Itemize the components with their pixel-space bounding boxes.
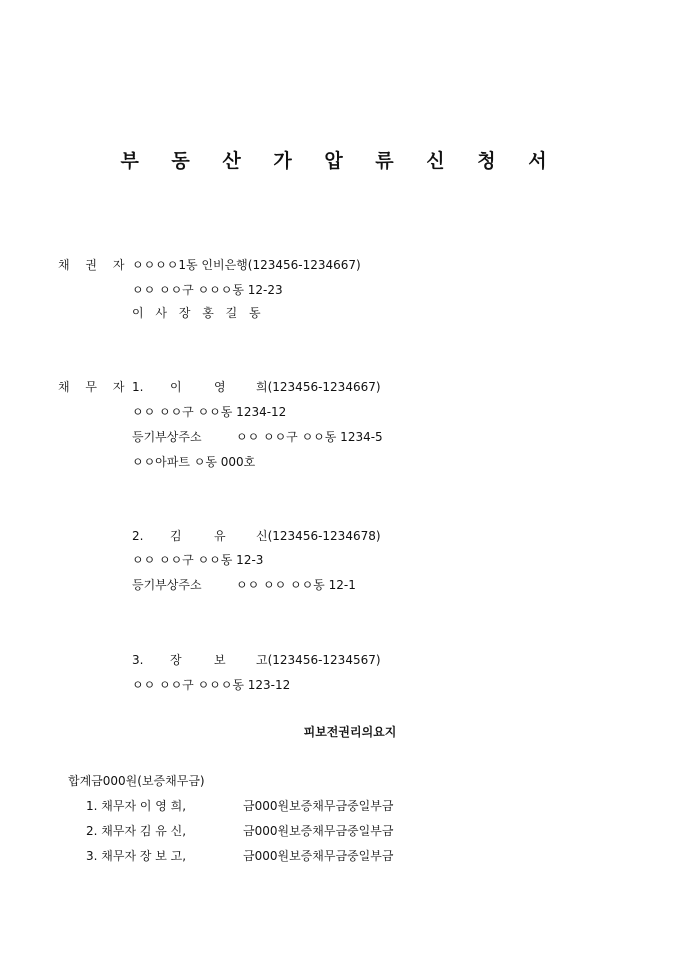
debtor-1-name-1: 이: [170, 380, 182, 394]
debtor-1-registered-address: [132, 430, 383, 444]
debtor-2-registered-address: [132, 578, 356, 592]
debtor-2-name-3: 신(123456-1234678): [256, 529, 381, 543]
claim-item-3-amount: 금000원보증채무금중일부금: [243, 849, 394, 863]
claim-item-1-amount: 금000원보증채무금중일부금: [243, 799, 394, 813]
claim-item-2-amount: 금000원보증채무금중일부금: [243, 824, 394, 838]
debtor-3-name-3: 고(123456-1234567): [256, 653, 381, 667]
debtor-1-apartment: ㅇㅇ아파트 ㅇ동 000호: [132, 455, 256, 469]
debtor-1-name-2: 영: [214, 380, 226, 394]
debtor-label: 채 무 자: [58, 380, 131, 394]
debtor-2-registered-label: 등기부상주소: [132, 578, 202, 592]
creditor-label: 채 권 자: [58, 258, 131, 272]
debtor-1-address: ㅇㅇ ㅇㅇ구 ㅇㅇ동 1234-12: [132, 405, 287, 419]
debtor-2-name-line: [132, 529, 381, 543]
debtor-3-address: ㅇㅇ ㅇㅇ구 ㅇㅇㅇ동 123-12: [132, 678, 291, 692]
debtor-2-address: ㅇㅇ ㅇㅇ구 ㅇㅇ동 12-3: [132, 553, 264, 567]
debtor-1-name-3: 희(123456-1234667): [256, 380, 381, 394]
claim-heading: 피보전권리의요지: [303, 725, 397, 739]
document-title: 부 동 산 가 압 류 신 청 서: [120, 150, 560, 172]
claim-item-1-debtor: 1. 채무자 이 영 희,: [86, 799, 187, 813]
debtor-2-name-1: 김: [170, 529, 182, 543]
debtor-2-number: 2.: [132, 529, 144, 543]
creditor-name-line: ㅇㅇㅇㅇ1동 인비은행(123456-1234667): [132, 258, 361, 272]
debtor-1-registered-value: ㅇㅇ ㅇㅇ구 ㅇㅇ동 1234-5: [236, 430, 383, 444]
claim-item-2-debtor: 2. 채무자 김 유 신,: [86, 824, 187, 838]
debtor-2-registered-value: ㅇㅇ ㅇㅇ ㅇㅇ동 12-1: [236, 578, 356, 592]
claim-item-3: [86, 849, 393, 863]
debtor-1-number: 1.: [132, 380, 144, 394]
debtor-3-name-1: 장: [170, 653, 182, 667]
debtor-1-name-line: [132, 380, 381, 394]
debtor-2-name-2: 유: [214, 529, 226, 543]
debtor-1-registered-label: 등기부상주소: [132, 430, 202, 444]
claim-total: 합계금000원(보증채무금): [68, 774, 205, 788]
creditor-representative: 이 사 장 홍 길 동: [132, 306, 265, 320]
claim-item-2: [86, 824, 393, 838]
debtor-3-number: 3.: [132, 653, 144, 667]
creditor-address: ㅇㅇ ㅇㅇ구 ㅇㅇㅇ동 12-23: [132, 283, 283, 297]
debtor-3-name-2: 보: [214, 653, 226, 667]
claim-item-3-debtor: 3. 채무자 장 보 고,: [86, 849, 187, 863]
claim-item-1: [86, 799, 393, 813]
debtor-3-name-line: [132, 653, 381, 667]
